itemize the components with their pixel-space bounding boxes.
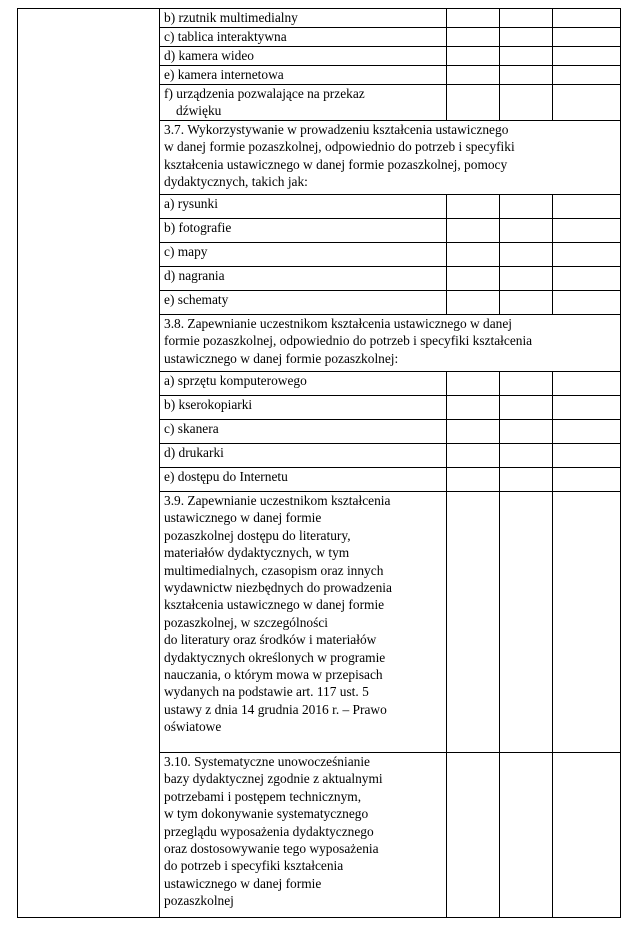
rating-cell[interactable] bbox=[500, 47, 553, 66]
rating-cell[interactable] bbox=[500, 243, 553, 267]
item-label: d) nagrania bbox=[160, 267, 447, 291]
remarks-cell[interactable] bbox=[553, 66, 621, 85]
rating-cell[interactable] bbox=[500, 492, 553, 753]
remarks-cell[interactable] bbox=[553, 219, 621, 243]
item-label: a) rysunki bbox=[160, 195, 447, 219]
rating-cell[interactable] bbox=[500, 85, 553, 121]
rating-cell[interactable] bbox=[447, 47, 500, 66]
remarks-cell[interactable] bbox=[553, 267, 621, 291]
rating-cell[interactable] bbox=[500, 444, 553, 468]
rating-cell[interactable] bbox=[500, 28, 553, 47]
remarks-cell[interactable] bbox=[553, 195, 621, 219]
section-3-9-text: 3.9. Zapewnianie uczestnikom kształcenia ustawicznego w danej formie pozaszkolnej dostępu do literatury, materiałów dydaktycznych, w tym multimedialnych, czasopism oraz innych wydawnictw niezbędnych do prowadzenia kształcenia ustawicznego w danej formie pozaszkolnej, w szczególności do literatury oraz środków i materiałów dydaktycznych określonych w programie nauczania, o którym mowa w przepisach wydanych na podstawie art. 117 ust. 5 ustawy z dnia 14 grudnia 2016 r. – Prawo oświatowe bbox=[160, 492, 447, 753]
section-3-7-heading: 3.7. Wykorzystywanie w prowadzeniu kształcenia ustawicznego w danej formie pozaszkolnej, odpowiednio do potrzeb i specyfiki kształcenia ustawicznego w danej formie pozaszkolnej, pomocy dydaktycznych, takich jak: bbox=[160, 121, 621, 195]
remarks-cell[interactable] bbox=[553, 420, 621, 444]
rating-cell[interactable] bbox=[500, 291, 553, 315]
remarks-cell[interactable] bbox=[553, 372, 621, 396]
item-label: d) kamera wideo bbox=[160, 47, 447, 66]
item-label: c) mapy bbox=[160, 243, 447, 267]
remarks-cell[interactable] bbox=[553, 444, 621, 468]
rating-cell[interactable] bbox=[447, 9, 500, 28]
rating-cell[interactable] bbox=[500, 468, 553, 492]
remarks-cell[interactable] bbox=[553, 291, 621, 315]
rating-cell[interactable] bbox=[500, 9, 553, 28]
rating-cell[interactable] bbox=[500, 396, 553, 420]
section-3-10-text: 3.10. Systematyczne unowocześnianie bazy dydaktycznej zgodnie z aktualnymi potrzebami i postępem technicznym, w tym dokonywanie systematycznego przeglądu wyposażenia dydaktycznego oraz dostosowywanie tego wyposażenia do potrzeb i specyfiki kształcenia ustawicznego w danej formie pozaszkolnej bbox=[160, 753, 447, 918]
item-label: a) sprzętu komputerowego bbox=[160, 372, 447, 396]
rating-cell[interactable] bbox=[447, 267, 500, 291]
rating-cell[interactable] bbox=[447, 372, 500, 396]
rating-cell[interactable] bbox=[447, 420, 500, 444]
rating-cell[interactable] bbox=[447, 219, 500, 243]
remarks-cell[interactable] bbox=[553, 243, 621, 267]
rating-cell[interactable] bbox=[447, 753, 500, 918]
rating-cell[interactable] bbox=[447, 396, 500, 420]
rating-cell[interactable] bbox=[500, 753, 553, 918]
rating-cell[interactable] bbox=[500, 372, 553, 396]
rating-cell[interactable] bbox=[447, 28, 500, 47]
rating-cell[interactable] bbox=[447, 468, 500, 492]
rating-cell[interactable] bbox=[500, 66, 553, 85]
rating-cell[interactable] bbox=[500, 420, 553, 444]
rating-cell[interactable] bbox=[447, 85, 500, 121]
item-label: e) dostępu do Internetu bbox=[160, 468, 447, 492]
section-3-8-heading: 3.8. Zapewnianie uczestnikom kształcenia ustawicznego w danej formie pozaszkolnej, odpowiednio do potrzeb i specyfiki kształcenia ustawicznego w danej formie pozaszkolnej: bbox=[160, 315, 621, 372]
remarks-cell[interactable] bbox=[553, 85, 621, 121]
item-label: b) fotografie bbox=[160, 219, 447, 243]
item-label: c) skanera bbox=[160, 420, 447, 444]
rating-cell[interactable] bbox=[500, 267, 553, 291]
rating-cell[interactable] bbox=[500, 219, 553, 243]
item-label: f) urządzenia pozwalające na przekaz dźwięku bbox=[160, 85, 447, 121]
item-label: e) schematy bbox=[160, 291, 447, 315]
item-label: c) tablica interaktywna bbox=[160, 28, 447, 47]
rating-cell[interactable] bbox=[447, 492, 500, 753]
item-label: d) drukarki bbox=[160, 444, 447, 468]
remarks-cell[interactable] bbox=[553, 753, 621, 918]
remarks-cell[interactable] bbox=[553, 47, 621, 66]
rating-cell[interactable] bbox=[447, 243, 500, 267]
item-label: e) kamera internetowa bbox=[160, 66, 447, 85]
remarks-cell[interactable] bbox=[553, 396, 621, 420]
item-label: b) rzutnik multimedialny bbox=[160, 9, 447, 28]
rating-cell[interactable] bbox=[500, 195, 553, 219]
remarks-cell[interactable] bbox=[553, 9, 621, 28]
evaluation-table bbox=[17, 8, 621, 918]
rating-cell[interactable] bbox=[447, 291, 500, 315]
item-label: b) kserokopiarki bbox=[160, 396, 447, 420]
remarks-cell[interactable] bbox=[553, 492, 621, 753]
remarks-cell[interactable] bbox=[553, 468, 621, 492]
table-row bbox=[18, 9, 621, 28]
left-empty-column bbox=[18, 9, 160, 918]
rating-cell[interactable] bbox=[447, 195, 500, 219]
rating-cell[interactable] bbox=[447, 444, 500, 468]
remarks-cell[interactable] bbox=[553, 28, 621, 47]
rating-cell[interactable] bbox=[447, 66, 500, 85]
